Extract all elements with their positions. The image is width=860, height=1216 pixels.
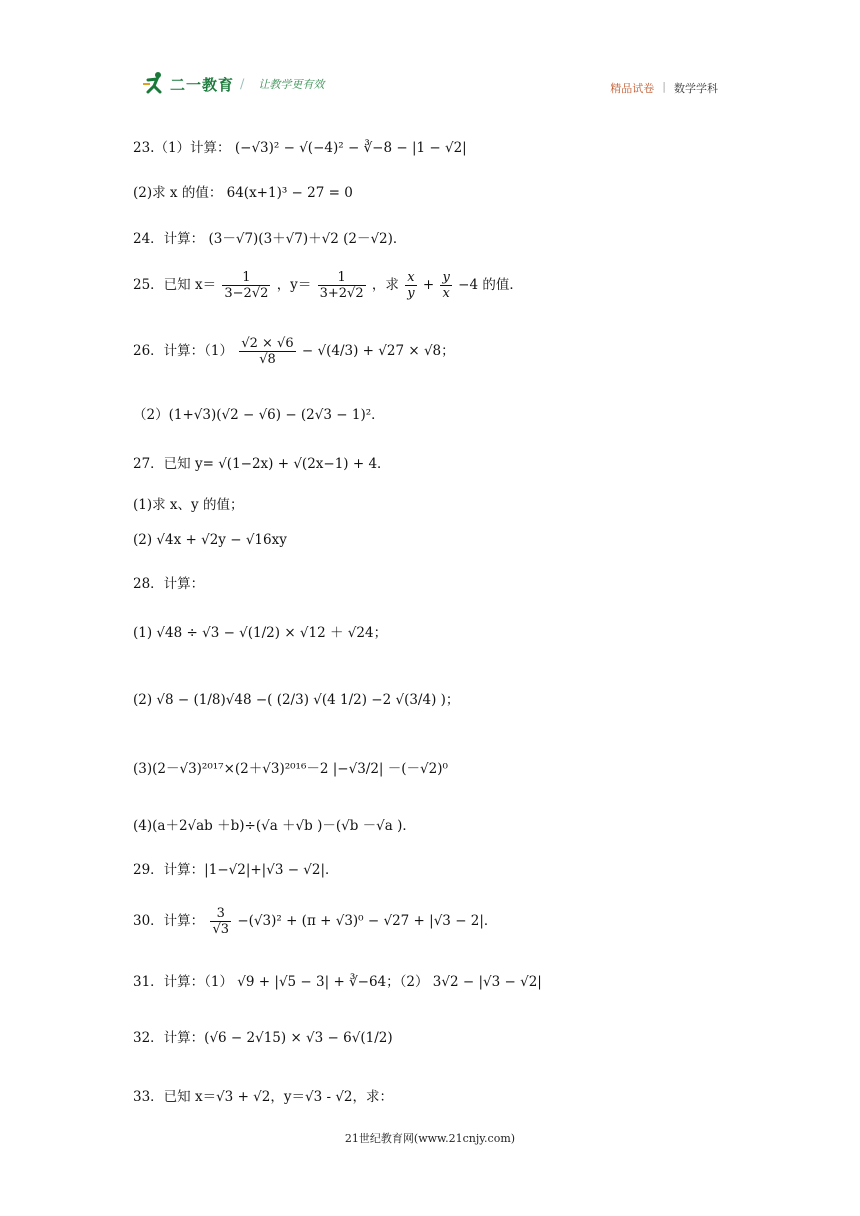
q30-fraction xyxy=(210,906,231,937)
q28-part4 xyxy=(0,814,860,834)
q25-ask: ，求 xyxy=(371,277,399,293)
q23a-expression: (−√3)² − √(−4)² − ∛−8 − |1 − √2| xyxy=(234,140,467,156)
q32-expression: 32．计算：(√6 − 2√15) × √3 − 6√(1/2) xyxy=(133,1030,393,1046)
q32 xyxy=(0,1026,860,1046)
q25-f1-denominator: y xyxy=(407,286,415,301)
q23-part2 xyxy=(0,181,860,201)
q25-mid: ，y＝ xyxy=(276,277,312,293)
q27-2-expression: (2) √4x + √2y − √16xy xyxy=(133,532,287,548)
q25-y-fraction xyxy=(318,270,366,301)
q33-expression: 33．已知 x＝√3 + √2，y＝√3 - √2，求： xyxy=(133,1089,394,1105)
q30-label: 30．计算： xyxy=(133,913,205,929)
q26-part2 xyxy=(0,403,860,423)
q33 xyxy=(0,1085,860,1105)
q29-expression: 29．计算：|1−√2|+|√3 − √2|． xyxy=(133,862,339,878)
runner-logo-icon xyxy=(140,70,168,98)
q25-fraction-1 xyxy=(405,270,416,301)
q28-part1 xyxy=(0,621,860,641)
q30-numerator: 3 xyxy=(210,906,231,922)
q23a-label: 23.（1）计算： xyxy=(133,140,231,156)
q28-part2 xyxy=(0,688,860,708)
q25-plus: + xyxy=(422,277,435,293)
q25-y-denominator: 3+2√2 xyxy=(319,286,364,301)
q30-denominator: √3 xyxy=(212,922,230,937)
header-tags xyxy=(610,80,718,96)
q27-1-label: (1)求 x、y 的值； xyxy=(133,497,244,513)
tag-separator: | xyxy=(662,80,666,93)
q23b-label: (2)求 x 的值： xyxy=(133,185,223,201)
q30-rest: −(√3)² + (π + √3)⁰ − √27 + |√3 − 2|． xyxy=(237,913,498,929)
page-header xyxy=(0,0,860,110)
q25-x-numerator: 1 xyxy=(222,270,270,286)
q25-f2-numerator: y xyxy=(442,270,450,285)
q26a-denominator: √8 xyxy=(259,352,276,367)
q28-1-expression: (1) √48 ÷ √3 − √(1/2) × √12 ＋ √24； xyxy=(133,625,388,641)
q28-2-expression: (2) √8 − (1/8)√48 −( (2/3) √(4 1/2) −2 √(3/4) )； xyxy=(133,692,460,708)
q28-label: 28．计算： xyxy=(133,576,205,592)
q25 xyxy=(0,270,860,301)
q27-part2 xyxy=(0,532,860,548)
tag-subject: 数学学科 xyxy=(674,82,718,95)
q23-part1 xyxy=(0,136,860,156)
q25-x-denominator: 3−2√2 xyxy=(224,286,269,301)
q26a-label: 26．计算：（1） xyxy=(133,343,234,359)
q25-fraction-2 xyxy=(440,270,451,301)
q27 xyxy=(0,452,860,472)
q25-f2-denominator: x xyxy=(442,286,450,301)
q30 xyxy=(0,906,860,937)
q28 xyxy=(0,572,860,592)
brand-name: 二一教育 xyxy=(170,75,235,94)
q28-part3 xyxy=(0,757,860,777)
q26a-rest: − √(4/3) + √27 × √8； xyxy=(301,343,455,359)
q25-label: 25．已知 x＝ xyxy=(133,277,217,293)
q27-expression: 27．已知 y= √(1−2x) + √(2x−1) + 4． xyxy=(133,456,391,472)
q26b-expression: （2）(1+√3)(√2 − √6) − (2√3 − 1)²． xyxy=(133,407,385,423)
q25-end: −4 的值． xyxy=(458,277,523,293)
q26a-fraction xyxy=(239,336,295,367)
q24 xyxy=(0,227,860,247)
q31 xyxy=(0,970,860,990)
page-footer: 21世纪教育网(www.21cnjy.com) xyxy=(344,1132,516,1145)
logo-divider: / xyxy=(240,76,245,92)
q26a-numerator: √2 × √6 xyxy=(241,336,294,351)
q24-expression: (3－√7)(3＋√7)＋√2 (2－√2)． xyxy=(208,231,407,247)
q31-expression: 31．计算：（1） √9 + |√5 − 3| + ∛−64；（2） 3√2 − |√3 − √2| xyxy=(133,974,542,990)
q23b-expression: 64(x+1)³ − 27 = 0 xyxy=(226,185,353,201)
q25-x-fraction xyxy=(222,270,270,301)
q27-part1 xyxy=(0,493,860,513)
logo xyxy=(140,70,324,98)
slogan: 让教学更有效 xyxy=(258,78,325,91)
q24-label: 24．计算： xyxy=(133,231,205,247)
q28-3-expression: (3)(2－√3)²⁰¹⁷×(2＋√3)²⁰¹⁶－2 |−√3/2| －(－√2)⁰ xyxy=(133,761,448,777)
q29 xyxy=(0,858,860,878)
q28-4-expression: (4)(a＋2√ab ＋b)÷(√a ＋√b )－(√b －√a )． xyxy=(133,818,416,834)
q25-y-numerator: 1 xyxy=(318,270,366,286)
q25-f1-numerator: x xyxy=(405,270,416,286)
tag-premium: 精品试卷 xyxy=(610,82,655,95)
q26-part1 xyxy=(0,336,860,367)
